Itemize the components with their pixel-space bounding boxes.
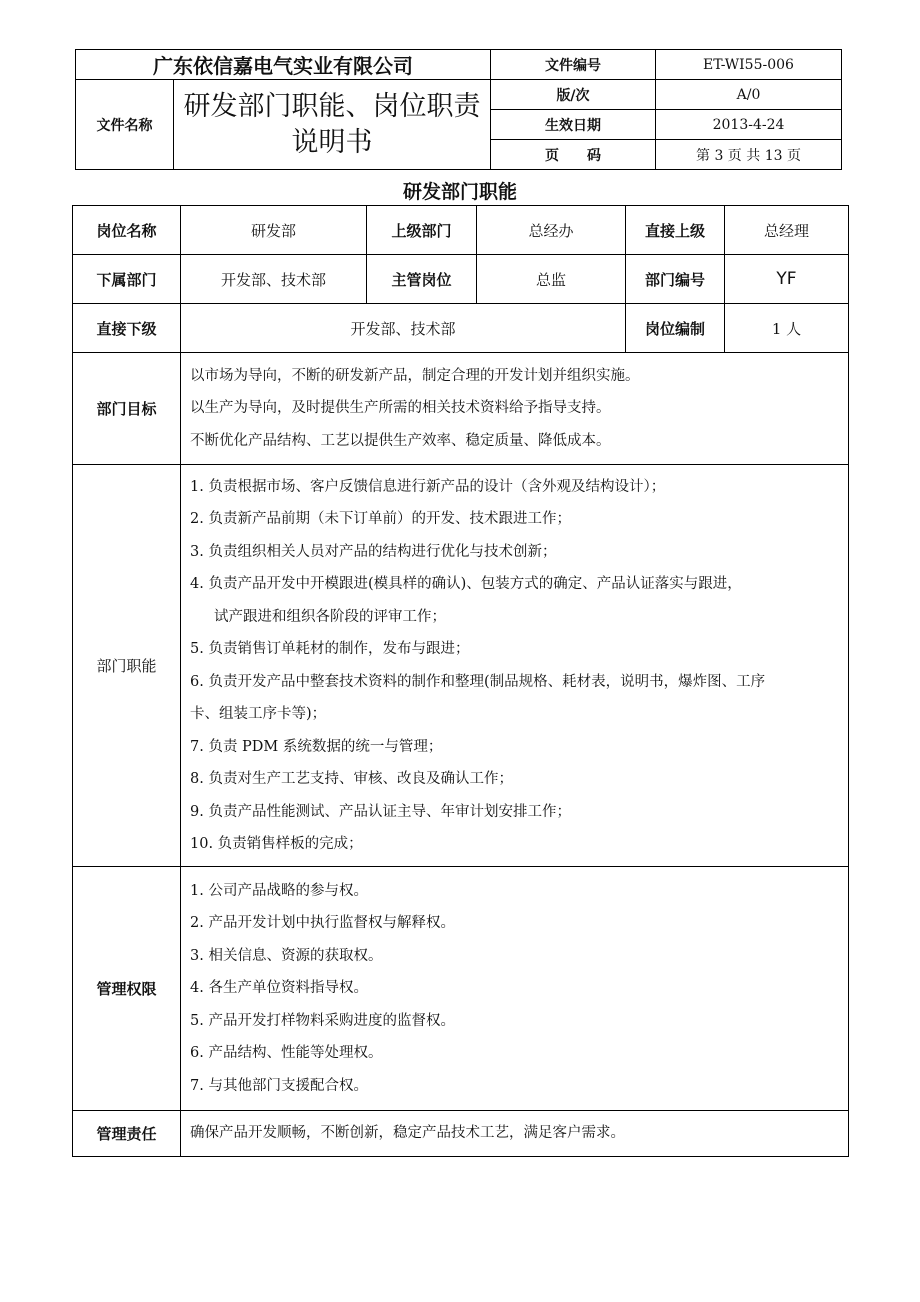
effective-date-label: 生效日期 <box>491 110 656 140</box>
headcount-label: 岗位编制 <box>626 304 725 353</box>
functions-list <box>181 465 849 867</box>
authority-item: 4. 各生产单位资料指导权。 <box>190 980 368 997</box>
authority-label: 管理权限 <box>73 867 181 1111</box>
function-item: 8. 负责对生产工艺支持、审核、改良及确认工作； <box>190 771 513 787</box>
post-name-label: 岗位名称 <box>73 206 181 255</box>
page-value: 第 3 页 共 13 页 <box>656 140 842 170</box>
version-value: A/0 <box>656 80 842 110</box>
page-label: 页 码 <box>491 140 656 170</box>
goals-label: 部门目标 <box>73 353 181 465</box>
dept-code-value: YF <box>725 255 849 304</box>
authority-item: 1. 公司产品战略的参与权。 <box>190 882 368 899</box>
function-item-continued: 试产跟进和组织各阶段的评审工作； <box>214 608 446 625</box>
authority-item: 6. 产品结构、性能等处理权。 <box>190 1045 383 1062</box>
sub-dept-label: 下属部门 <box>73 255 181 304</box>
authority-item: 5. 产品开发打样物料采购进度的监督权。 <box>190 1012 455 1029</box>
sub-dept-value: 开发部、技术部 <box>181 255 367 304</box>
doc-number-label: 文件编号 <box>491 50 656 80</box>
authority-item: 7. 与其他部门支援配合权。 <box>190 1077 368 1094</box>
function-item: 10. 负责销售样板的完成； <box>190 836 363 852</box>
goals-list <box>181 353 849 465</box>
responsibility-text: 确保产品开发顺畅，不断创新，稳定产品技术工艺，满足客户需求。 <box>181 1111 849 1157</box>
direct-superior-value: 总经理 <box>725 206 849 255</box>
post-name-value: 研发部 <box>181 206 367 255</box>
dept-code-label: 部门编号 <box>626 255 725 304</box>
doc-name-label: 文件名称 <box>76 80 174 170</box>
section-title: 研发部门职能 <box>402 181 517 203</box>
function-item: 4. 负责产品开发中开模跟进(模具样的确认)、包装方式的确定、产品认证落实与跟进， <box>190 576 742 592</box>
function-item: 9. 负责产品性能测试、产品认证主导、年审计划安排工作； <box>190 803 571 820</box>
superior-dept-value: 总经办 <box>477 206 626 255</box>
effective-date-value: 2013-4-24 <box>656 110 842 140</box>
authority-list <box>181 867 849 1111</box>
function-item-continued: 卡、组装工序卡等)； <box>190 706 327 722</box>
authority-item: 2. 产品开发计划中执行监督权与解释权。 <box>190 915 455 932</box>
doc-name-title: 研发部门职能、岗位职责说明书 <box>174 80 491 170</box>
responsibility-label: 管理责任 <box>73 1111 181 1157</box>
function-item: 6. 负责开发产品中整套技术资料的制作和整理(制品规格、耗材表，说明书，爆炸图、工序 <box>190 673 766 690</box>
doc-number-value: ET-WI55-006 <box>656 50 842 80</box>
headcount-value: 1 人 <box>725 304 849 353</box>
function-item: 7. 负责 PDM 系统数据的统一与管理； <box>190 738 443 755</box>
direct-sub-value: 开发部、技术部 <box>181 304 626 353</box>
authority-item: 3. 相关信息、资源的获取权。 <box>190 947 383 964</box>
company-name: 广东依信嘉电气实业有限公司 <box>76 50 491 80</box>
function-item: 1. 负责根据市场、客户反馈信息进行新产品的设计（含外观及结构设计）； <box>190 478 666 495</box>
superior-dept-label: 上级部门 <box>367 206 477 255</box>
function-item: 3. 负责组织相关人员对产品的结构进行优化与技术创新； <box>190 543 557 560</box>
function-item: 2. 负责新产品前期（未下订单前）的开发、技术跟进工作； <box>190 511 571 527</box>
goal-item: 以生产为导向，及时提供生产所需的相关技术资料给予指导支持。 <box>190 400 611 417</box>
direct-superior-label: 直接上级 <box>626 206 725 255</box>
department-function-table <box>72 205 849 1157</box>
goal-item: 不断优化产品结构、工艺以提供生产效率、稳定质量、降低成本。 <box>190 432 611 449</box>
supervisor-label: 主管岗位 <box>367 255 477 304</box>
version-label: 版/次 <box>491 80 656 110</box>
document-header-table <box>75 49 842 170</box>
functions-label: 部门职能 <box>73 465 181 867</box>
direct-sub-label: 直接下级 <box>73 304 181 353</box>
function-item: 5. 负责销售订单耗材的制作，发布与跟进； <box>190 641 470 657</box>
goal-item: 以市场为导向，不断的研发新产品，制定合理的开发计划并组织实施。 <box>190 367 640 384</box>
supervisor-value: 总监 <box>477 255 626 304</box>
